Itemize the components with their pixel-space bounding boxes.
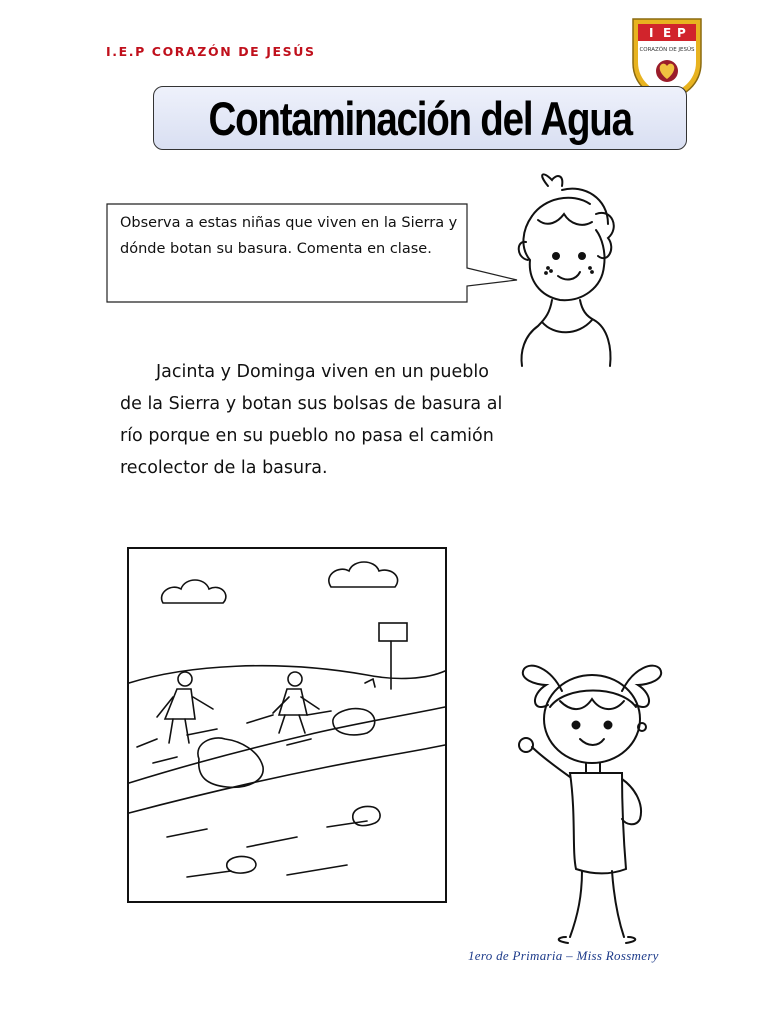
river-scene-illustration — [127, 547, 447, 903]
story-text: Jacinta y Dominga viven en un pueblo de la Sierra y botan sus bolsas de basura al río porque en su pueblo no pasa el camión recolector de la basura. — [120, 362, 503, 478]
girl-portrait-icon — [512, 168, 620, 368]
page-title: Contaminación del Agua — [208, 91, 632, 145]
logo-letter: I — [649, 26, 654, 40]
logo-caption: CORAZÓN DE JESÚS — [639, 47, 695, 53]
footer-credit: 1ero de Primaria – Miss Rossmery — [468, 948, 659, 963]
logo-letter: E — [663, 26, 672, 40]
school-name: I.E.P CORAZÓN DE JESÚS — [106, 44, 316, 59]
title-banner — [153, 86, 687, 150]
girl-standing-icon — [510, 655, 675, 945]
instruction-text: Observa a estas niñas que viven en la Sierra y dónde botan su basura. Comenta en clase. — [120, 215, 458, 257]
logo-letter: P — [677, 26, 686, 40]
